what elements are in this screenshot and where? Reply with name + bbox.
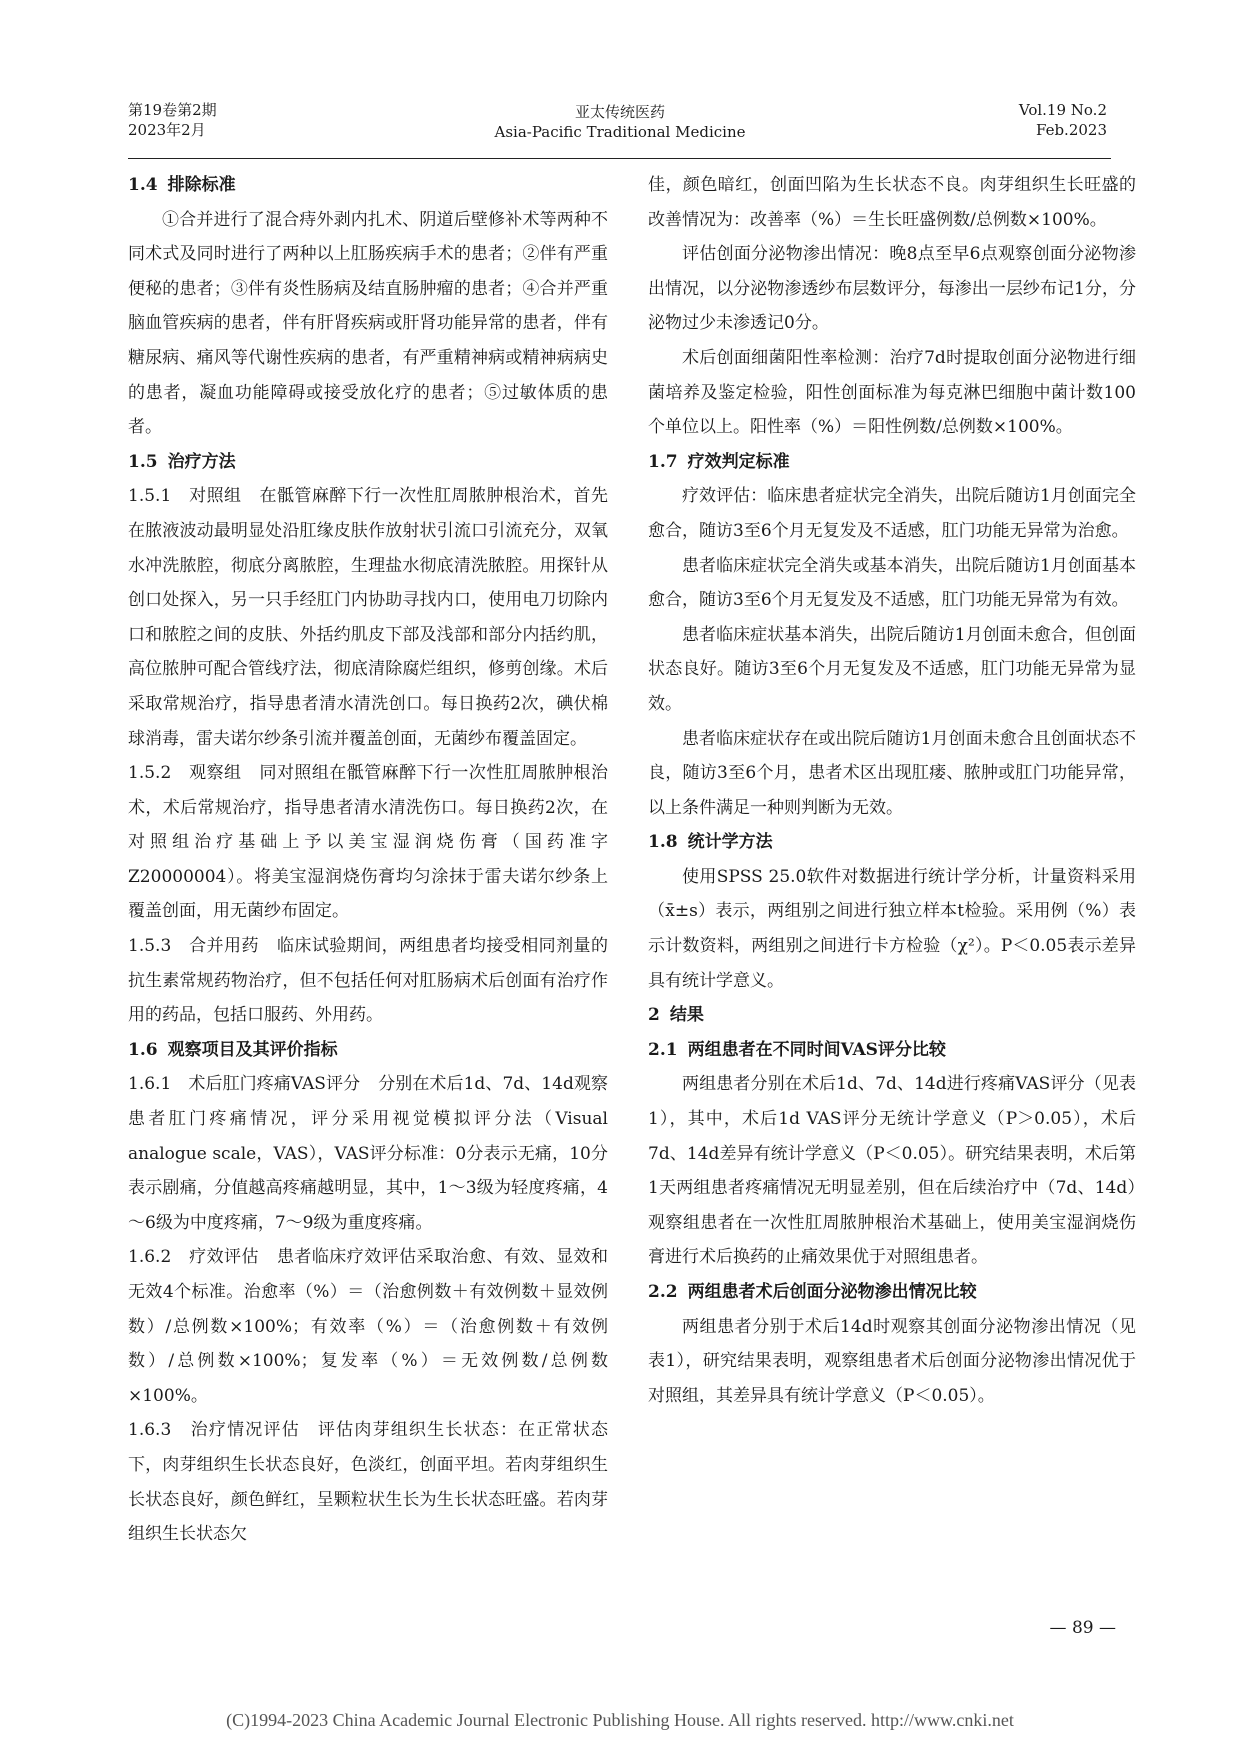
paragraph: 评估创面分泌物渗出情况：晚8点至早6点观察创面分泌物渗出情况，以分泌物渗透纱布层数评分，每渗出一层纱布记1分，分泌物过少未渗透记0分。 <box>648 244 1136 334</box>
paragraph: 1.6.3 治疗情况评估 评估肉芽组织生长状态：在正常状态下，肉芽组织生长状态良好，色淡红，创面平坦。若肉芽组织生长状态良好，颜色鲜红，呈颗粒状生长为生长状态旺盛。若肉芽组织生长状态欠 <box>128 1420 608 1545</box>
paragraph: 术后创面细菌阳性率检测：治疗7d时提取创面分泌物进行细菌培养及鉴定检验，阳性创面标准为每克淋巴细胞中菌计数100个单位以上。阳性率（%）＝阳性例数/总例数×100%。 <box>648 347 1136 438</box>
header-rule <box>128 158 1111 159</box>
section-heading: 2 结果 <box>648 1005 704 1026</box>
paragraph: 患者临床症状完全消失或基本消失，出院后随访1月创面基本愈合，随访3至6个月无复发及不适感，肛门功能无异常为有效。 <box>648 555 1136 611</box>
paragraph: 两组患者分别在术后1d、7d、14d进行疼痛VAS评分（见表1），其中，术后1d VAS评分无统计学意义（P＞0.05），术后7d、14d差异有统计学意义（P＜0.05）。研究结果表明，术后第1天两组患者疼痛情况无明显差别，但在后续治疗中（7d、14d）观察组患者在一次性肛周脓肿根治术基础上，使用美宝湿润烧伤膏进行术后换药的止痛效果优于对照组患者。 <box>648 1074 1136 1268</box>
section-heading: 2.1 两组患者在不同时间VAS评分比较 <box>648 1039 946 1060</box>
subsection-label: 1.6.2 疗效评估 <box>128 1247 259 1268</box>
publication-date: 2023年2月 <box>128 121 206 139</box>
journal-title-en: Asia-Pacific Traditional Medicine <box>494 123 746 141</box>
paragraph: 佳，颜色暗红，创面凹陷为生长状态不良。肉芽组织生长旺盛的改善情况为：改善率（%）＝生长旺盛例数/总例数×100%。 <box>648 175 1136 230</box>
section-heading: 1.5 治疗方法 <box>128 451 236 472</box>
section-heading: 1.8 统计学方法 <box>648 832 773 853</box>
page-number: — 89 — <box>1049 1618 1116 1638</box>
subsection-label: 1.5.1 对照组 <box>128 486 242 507</box>
subsection-label: 1.5.2 观察组 <box>128 763 242 784</box>
paragraph: 1.6.1 术后肛门疼痛VAS评分 分别在术后1d、7d、14d观察患者肛门疼痛情况，评分采用视觉模拟评分法（Visual analogue scale，VAS），VAS评分标准：0分表示无痛，10分表示剧痛，分值越高疼痛越明显，其中，1～3级为轻度疼痛，4～6级为中度疼痛，7～9级为重度疼痛。 <box>128 1074 608 1233</box>
publication-date-en: Feb.2023 <box>1035 121 1107 139</box>
paragraph: 1.5.1 对照组 在骶管麻醉下行一次性肛周脓肿根治术，首先在脓液波动最明显处沿肛缘皮肤作放射状引流口引流充分，双氧水冲洗脓腔，彻底分离脓腔，生理盐水彻底清洗脓腔。用探针从创口处探入，另一只手经肛门内协助寻找内口，使用电刀切除内口和脓腔之间的皮肤、外括约肌皮下部及浅部和部分内括约肌，高位脓肿可配合管线疗法，彻底清除腐烂组织，修剪创缘。术后采取常规治疗，指导患者清水清洗创口。每日换药2次，碘伏棉球消毒，雷夫诺尔纱条引流并覆盖创面，无菌纱布覆盖固定。 <box>128 486 608 749</box>
section-heading: 1.7 疗效判定标准 <box>648 451 790 472</box>
section-heading: 1.6 观察项目及其评价指标 <box>128 1039 338 1060</box>
copyright-footer: (C)1994-2023 China Academic Journal Electronic Publishing House. All rights reserved. http://www.cnki.net <box>226 1710 1014 1730</box>
volume-issue-en: Vol.19 No.2 <box>1018 101 1107 119</box>
section-heading: 1.4 排除标准 <box>128 175 236 195</box>
volume-issue: 第19卷第2期 <box>128 101 217 119</box>
header-right <box>1019 100 1107 140</box>
paragraph: 患者临床症状存在或出院后随访1月创面未愈合且创面状态不良，随访3至6个月，患者术区出现肛瘘、脓肿或肛门功能异常，以上条件满足一种则判断为无效。 <box>648 728 1136 818</box>
subsection-label: 1.6.3 治疗情况评估 <box>128 1420 300 1441</box>
subsection-label: 1.5.3 合并用药 <box>128 936 259 957</box>
paragraph: 1.5.2 观察组 同对照组在骶管麻醉下行一次性肛周脓肿根治术，术后常规治疗，指导患者清水清洗伤口。每日换药2次，在对照组治疗基础上予以美宝湿润烧伤膏（国药准字Z20000004）。将美宝湿润烧伤膏均匀涂抹于雷夫诺尔纱条上覆盖创面，用无菌纱布固定。 <box>128 763 608 922</box>
paragraph: 两组患者分别于术后14d时观察其创面分泌物渗出情况（见表1），研究结果表明，观察组患者术后创面分泌物渗出情况优于对照组，其差异具有统计学意义（P＜0.05）。 <box>648 1316 1136 1406</box>
journal-title-cn: 亚太传统医药 <box>574 103 665 121</box>
paragraph: 1.6.2 疗效评估 患者临床疗效评估采取治愈、有效、显效和无效4个标准。治愈率（%）＝（治愈例数＋有效例数＋显效例数）/总例数×100%；有效率（%）＝（治愈例数＋有效例数）/总例数×100%；复发率（%）＝无效例数/总例数×100%。 <box>128 1247 609 1406</box>
subsection-label: 1.6.1 术后肛门疼痛VAS评分 <box>128 1074 361 1095</box>
paragraph: 使用SPSS 25.0软件对数据进行统计学分析，计量资料采用（x̄±s）表示，两组别之间进行独立样本t检验。采用例（%）表示计数资料，两组别之间进行卡方检验（χ²）。P＜0.05表示差异具有统计学意义。 <box>648 866 1136 991</box>
paragraph: ①合并进行了混合痔外剥内扎术、阴道后壁修补术等两种不同术式及同时进行了两种以上肛肠疾病手术的患者；②伴有严重便秘的患者；③伴有炎性肠病及结直肠肿瘤的患者；④合并严重脑血管疾病的患者，伴有肝肾疾病或肝肾功能异常的患者，伴有糖尿病、痛风等代谢性疾病的患者，有严重精神病或精神病病史的患者，凝血功能障碍或接受放化疗的患者；⑤过敏体质的患者。 <box>128 209 608 438</box>
paragraph: 疗效评估：临床患者症状完全消失，出院后随访1月创面完全愈合，随访3至6个月无复发及不适感，肛门功能无异常为治愈。 <box>648 486 1136 541</box>
right-column <box>648 168 1136 1413</box>
paragraph: 1.5.3 合并用药 临床试验期间，两组患者均接受相同剂量的抗生素常规药物治疗，但不包括任何对肛肠病术后创面有治疗作用的药品，包括口服药、外用药。 <box>128 936 609 1026</box>
paragraph: 患者临床症状基本消失，出院后随访1月创面未愈合，但创面状态良好。随访3至6个月无复发及不适感，肛门功能无异常为显效。 <box>648 624 1136 714</box>
left-column <box>128 168 608 1552</box>
section-heading: 2.2 两组患者术后创面分泌物渗出情况比较 <box>648 1282 977 1302</box>
